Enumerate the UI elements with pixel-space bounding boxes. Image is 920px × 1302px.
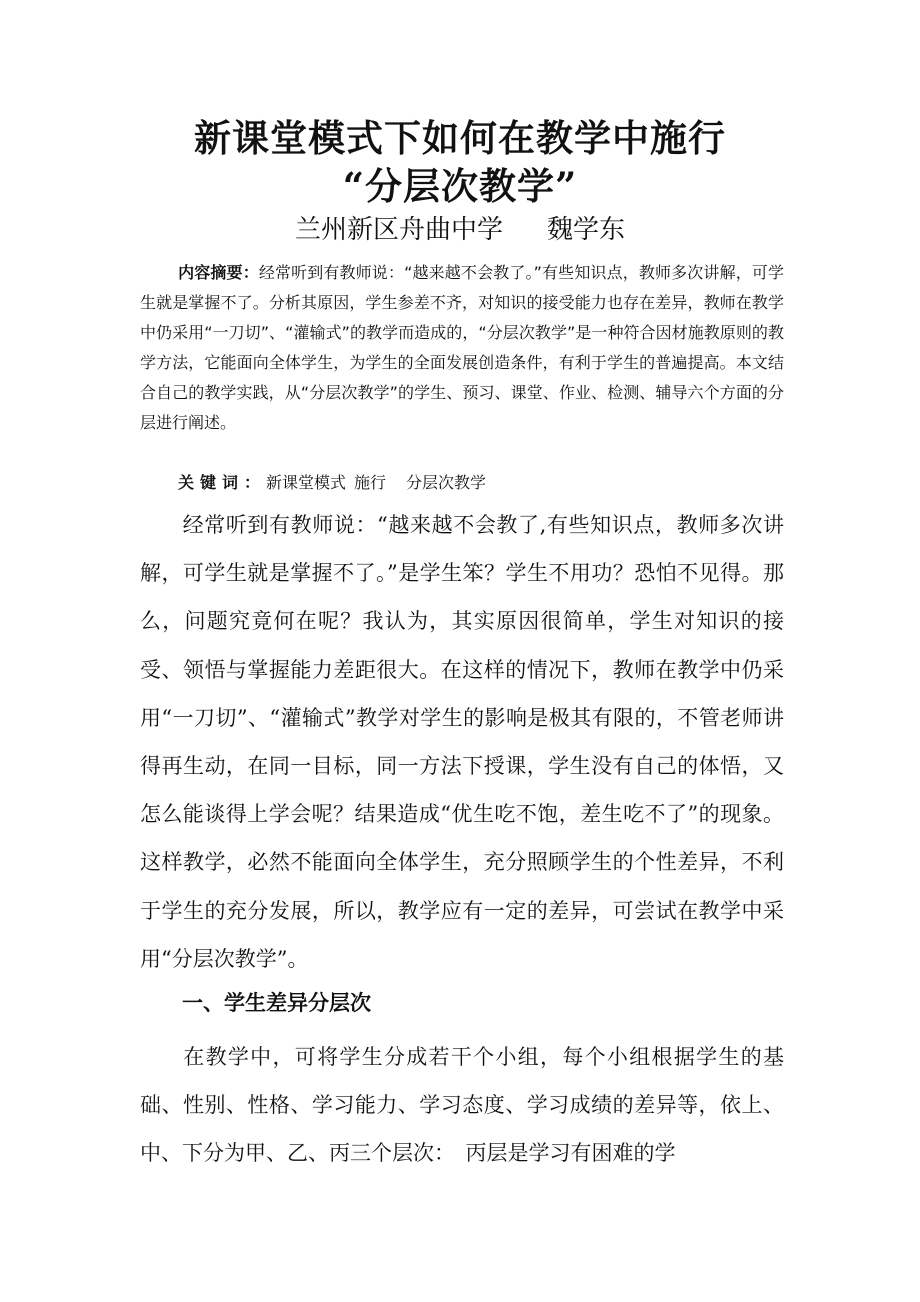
paragraph-2-text: 在教学中，可将学生分成若干个小组，每个小组根据学生的基础、性别、性格、学习能力、学习态度、学习成绩的差异等，依上、中、下分为甲、乙、丙三个层次： 丙层是学习有困难的学 [140,1045,784,1166]
abstract-text: 经常听到有教师说：“越来越不会教了。”有些知识点，教师多次讲解，可学生就是掌握不了。分析其原因，学生参差不齐，对知识的接受能力也存在差异，教师在教学中仍采用“一刀切”、“灌输式”的教学而造成的，“分层次教学”是一种符合因材施教原则的教学方法，它能面向全体学生，为学生的全面发展创造条件，有利于学生的普遍提高。本文结合自己的教学实践，从“分层次教学”的学生、预习、课堂、作业、检测、辅导六个方面的分层进行阐述。 [140,263,784,432]
body-paragraph-1 [140,501,784,983]
document-title-line2: “分层次教学” [342,164,578,208]
section-heading-1: 一、学生差异分层次 [182,991,371,1015]
abstract-label: 内容摘要： [178,263,259,282]
keywords-line [178,468,486,498]
document-title-line1: 新课堂模式下如何在教学中施行 [194,116,726,160]
keyword-1: 新课堂模式 [266,473,347,492]
paragraph-1-text: 经常听到有教师说：“越来越不会教了,有些知识点，教师多次讲解，可学生就是掌握不了。”是学生笨？学生不用功？恐怕不见得。那么，问题究竟何在呢？我认为，其实原因很简单，学生对知识的接受、领悟与掌握能力差距很大。在这样的情况下，教师在教学中仍采用“一刀切”、“灌输式”教学对学生的影响是极其有限的，不管老师讲得再生动，在同一目标，同一方法下授课，学生没有自己的体悟，又怎么能谈得上学会呢？结果造成“优生吃不饱，差生吃不了”的现象。这样教学，必然不能面向全体学生，充分照顾学生的个性差异，不利于学生的充分发展，所以，教学应有一定的差异，可尝试在教学中采用“分层次教学”。 [140,513,784,971]
abstract [140,258,784,438]
body-paragraph-2 [140,1033,784,1178]
keyword-3: 分层次教学 [406,473,487,492]
author-name: 魏学东 [547,215,626,245]
keywords-label: 关键词： [178,473,267,492]
keyword-2: 施行 [354,473,387,492]
author-line [0,212,920,248]
author-school: 兰州新区舟曲中学 [294,215,503,245]
